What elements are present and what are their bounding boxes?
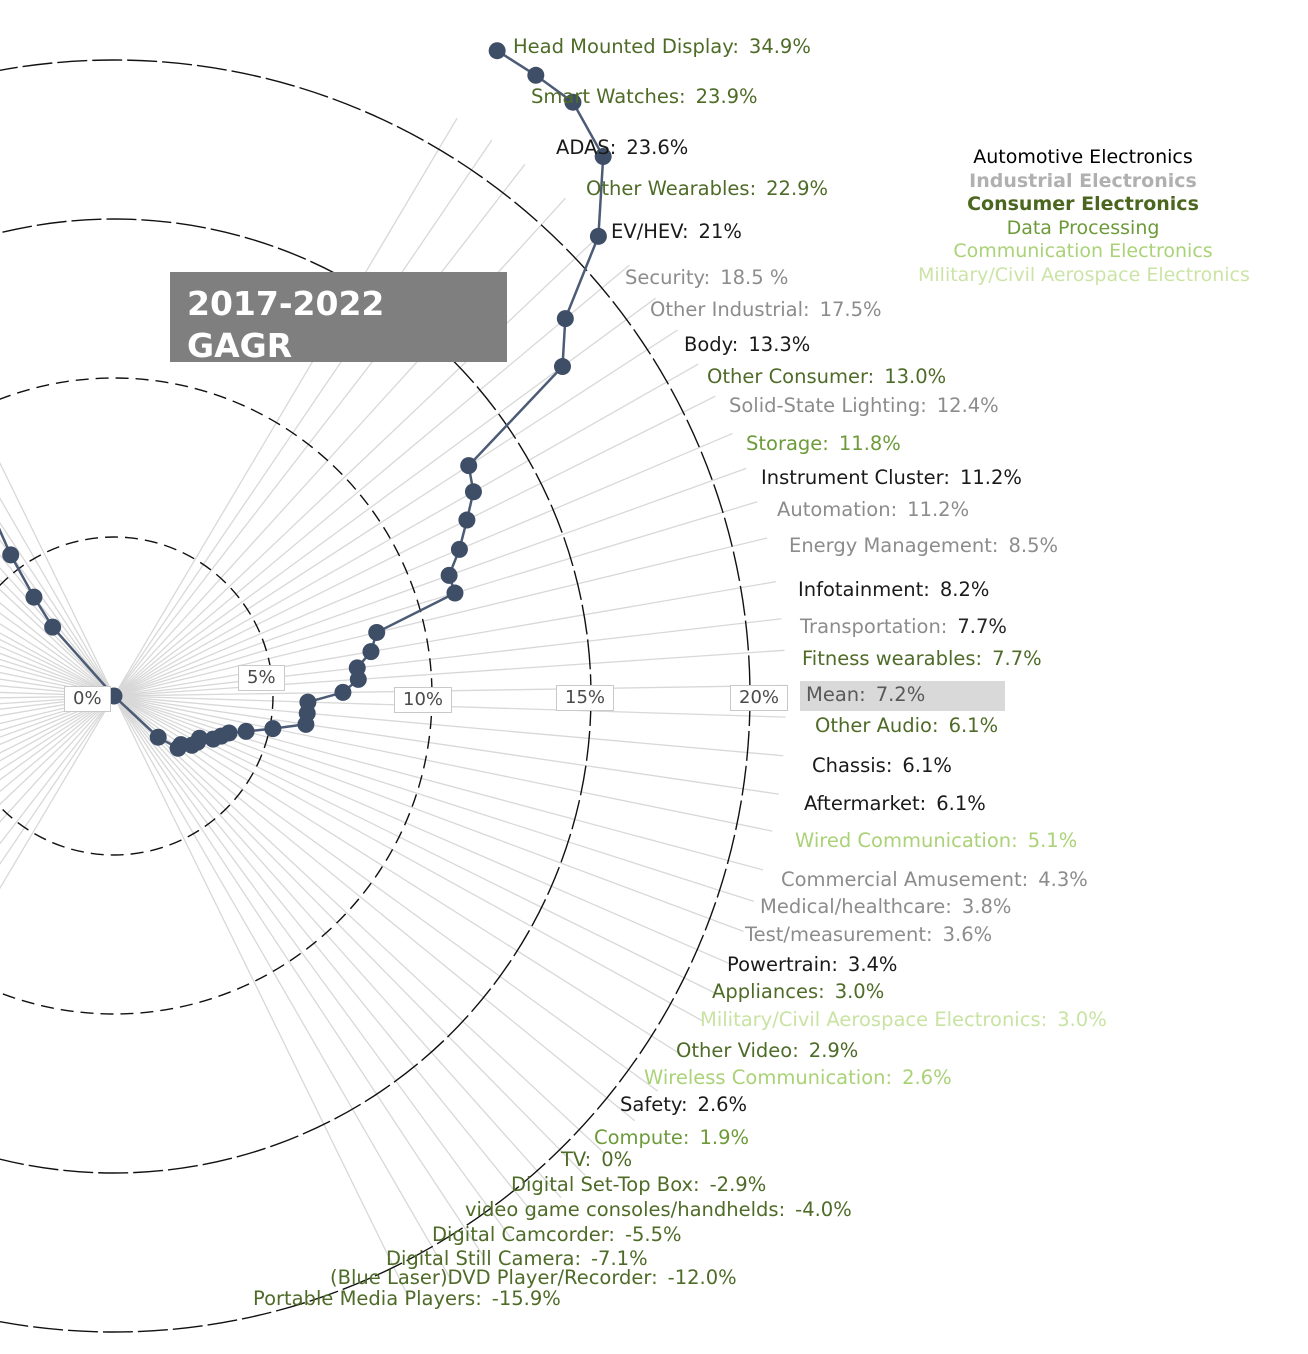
data-point xyxy=(170,740,187,757)
category-value: 13.0% xyxy=(884,365,947,388)
category-name: Security: xyxy=(625,266,711,289)
category-name: Other Industrial: xyxy=(650,298,810,321)
category-label xyxy=(777,499,969,521)
data-point xyxy=(527,67,544,84)
category-name: Digital Camcorder: xyxy=(432,1223,615,1246)
data-point xyxy=(465,483,482,500)
category-name: Test/measurement: xyxy=(745,923,933,946)
chart-title-line2: GAGR xyxy=(187,325,293,365)
category-label xyxy=(812,755,952,777)
category-value: -15.9% xyxy=(491,1287,561,1310)
category-value: 34.9% xyxy=(748,35,811,58)
cagr-series-line xyxy=(0,51,603,749)
category-value: 2.6% xyxy=(902,1066,952,1089)
category-value: 17.5% xyxy=(819,298,882,321)
legend-item: Consumer Electronics xyxy=(967,193,1199,216)
data-point xyxy=(441,567,458,584)
category-name: (Blue Laser)DVD Player/Recorder: xyxy=(330,1266,658,1289)
category-value: 3.4% xyxy=(847,953,898,976)
category-name: Appliances: xyxy=(712,980,825,1003)
category-label xyxy=(650,299,882,321)
category-value: 8.2% xyxy=(939,578,990,601)
data-point xyxy=(264,720,281,737)
category-value: -4.0% xyxy=(795,1198,852,1221)
data-point xyxy=(368,624,385,641)
legend-item: Military/Civil Aerospace Electronics xyxy=(918,263,1250,286)
category-label xyxy=(586,178,828,200)
category-label xyxy=(676,1040,858,1062)
category-value: 6.1% xyxy=(936,792,986,815)
category-value: 23.6% xyxy=(626,136,689,159)
category-name: Body: xyxy=(684,333,739,356)
category-name: Energy Management: xyxy=(789,534,999,557)
category-value: 13.3% xyxy=(748,333,811,356)
category-value: 7.2% xyxy=(875,683,926,706)
category-label xyxy=(745,924,992,946)
category-label xyxy=(795,830,1077,852)
category-value: 3.8% xyxy=(961,895,1012,918)
category-label xyxy=(712,981,884,1003)
category-label xyxy=(611,221,742,243)
category-label xyxy=(798,579,989,601)
category-name: ADAS: xyxy=(556,136,617,159)
category-name: Wired Communication: xyxy=(795,829,1018,852)
category-value: 7.7% xyxy=(957,615,1007,638)
category-value: 11.8% xyxy=(838,432,901,455)
data-point xyxy=(238,723,255,740)
category-name: video game consoles/handhelds: xyxy=(465,1198,786,1221)
category-name: TV: xyxy=(561,1148,592,1171)
category-label xyxy=(594,1127,749,1149)
category-label xyxy=(707,366,946,388)
category-value: 3.6% xyxy=(942,923,993,946)
category-label xyxy=(561,1149,632,1171)
data-point xyxy=(460,457,477,474)
category-name: Safety: xyxy=(620,1093,688,1116)
category-value: 12.4% xyxy=(936,394,999,417)
legend-item: Communication Electronics xyxy=(953,240,1213,263)
category-label xyxy=(620,1094,747,1116)
category-value: 6.1% xyxy=(948,714,999,737)
category-name: Other Consumer: xyxy=(707,365,875,388)
category-name: EV/HEV: xyxy=(611,220,689,243)
category-value: 2.6% xyxy=(697,1093,748,1116)
category-label xyxy=(684,334,810,356)
data-point xyxy=(25,589,42,606)
category-name: Wireless Communication: xyxy=(644,1066,893,1089)
category-name: Military/Civil Aerospace Electronics: xyxy=(700,1008,1048,1031)
category-value: 8.5% xyxy=(1008,534,1059,557)
category-name: Aftermarket: xyxy=(804,792,927,815)
category-label xyxy=(556,137,688,159)
category-value: 5.1% xyxy=(1027,829,1078,852)
category-name: Digital Set-Top Box: xyxy=(511,1173,700,1196)
category-name: Powertrain: xyxy=(727,953,838,976)
data-point xyxy=(590,228,607,245)
category-label xyxy=(644,1067,952,1089)
category-label xyxy=(727,954,897,976)
axis-tick: 5% xyxy=(238,665,285,691)
category-value: 6.1% xyxy=(902,754,952,777)
category-name: Medical/healthcare: xyxy=(760,895,952,918)
category-name: Digital Still Camera: xyxy=(386,1247,582,1270)
category-label xyxy=(513,36,811,58)
category-label xyxy=(511,1174,766,1196)
category-value: 11.2% xyxy=(959,466,1022,489)
category-name: Other Audio: xyxy=(815,714,939,737)
category-value: 3.0% xyxy=(834,980,885,1003)
legend xyxy=(918,146,1248,288)
category-label xyxy=(729,395,999,417)
axis-tick: 10% xyxy=(394,687,452,713)
chart-title-line1: 2017-2022 xyxy=(187,284,385,323)
category-name: Commercial Amusement: xyxy=(781,868,1029,891)
category-label xyxy=(531,86,758,108)
axis-tick: 0% xyxy=(64,686,111,712)
legend-item: Data Processing xyxy=(1006,216,1160,239)
data-point xyxy=(489,42,506,59)
category-label xyxy=(804,793,986,815)
category-value: 0% xyxy=(601,1148,633,1171)
category-value: -5.5% xyxy=(624,1223,682,1246)
category-label xyxy=(802,648,1042,670)
legend-item: Automotive Electronics xyxy=(973,146,1193,168)
category-name: Compute: xyxy=(594,1126,690,1149)
category-value: 18.5 % xyxy=(720,266,789,289)
data-point xyxy=(458,512,475,529)
data-point xyxy=(557,310,574,327)
data-point xyxy=(446,585,463,602)
data-point xyxy=(2,546,19,563)
category-name: Other Wearables: xyxy=(586,177,757,200)
category-value: -12.0% xyxy=(667,1266,737,1289)
category-value: 4.3% xyxy=(1038,868,1088,891)
category-value: 3.0% xyxy=(1057,1008,1107,1031)
data-point xyxy=(451,541,468,558)
data-point xyxy=(44,619,61,636)
category-name: Mean: xyxy=(806,683,866,706)
axis-tick: 15% xyxy=(556,685,614,711)
category-name: Automation: xyxy=(777,498,898,521)
category-name: Fitness wearables: xyxy=(802,647,983,670)
category-value: 7.7% xyxy=(992,647,1042,670)
category-label xyxy=(800,681,1005,711)
axis-tick: 20% xyxy=(730,685,788,711)
category-value: 11.2% xyxy=(907,498,970,521)
category-label xyxy=(789,535,1058,557)
category-label xyxy=(465,1199,852,1221)
category-label xyxy=(432,1224,682,1246)
data-point xyxy=(362,643,379,660)
category-label xyxy=(760,896,1011,918)
category-value: 1.9% xyxy=(699,1126,750,1149)
category-value: -2.9% xyxy=(709,1173,767,1196)
category-value: 23.9% xyxy=(695,85,758,108)
category-value: 22.9% xyxy=(766,177,829,200)
category-name: Head Mounted Display: xyxy=(513,35,739,58)
chart-title xyxy=(170,272,507,365)
category-label xyxy=(815,715,998,737)
category-label xyxy=(253,1288,561,1310)
data-point xyxy=(554,358,571,375)
category-label xyxy=(761,467,1022,489)
category-name: Portable Media Players: xyxy=(253,1287,482,1310)
data-point xyxy=(334,684,351,701)
category-value: -7.1% xyxy=(591,1247,648,1270)
category-label xyxy=(781,869,1088,891)
category-name: Solid-State Lighting: xyxy=(729,394,927,417)
category-name: Other Video: xyxy=(676,1039,799,1062)
category-name: Transportation: xyxy=(800,615,948,638)
category-label xyxy=(330,1267,737,1289)
category-label xyxy=(746,433,901,455)
category-name: Infotainment: xyxy=(798,578,930,601)
category-label xyxy=(625,267,788,289)
category-name: Chassis: xyxy=(812,754,893,777)
category-label xyxy=(800,616,1007,638)
data-point xyxy=(297,716,314,733)
legend-item: Industrial Electronics xyxy=(969,169,1197,192)
data-point xyxy=(150,729,167,746)
category-name: Smart Watches: xyxy=(531,85,686,108)
data-point xyxy=(350,671,367,688)
category-value: 21% xyxy=(698,220,742,243)
category-name: Instrument Cluster: xyxy=(761,466,950,489)
category-label xyxy=(700,1009,1107,1031)
category-name: Storage: xyxy=(746,432,829,455)
category-value: 2.9% xyxy=(808,1039,859,1062)
